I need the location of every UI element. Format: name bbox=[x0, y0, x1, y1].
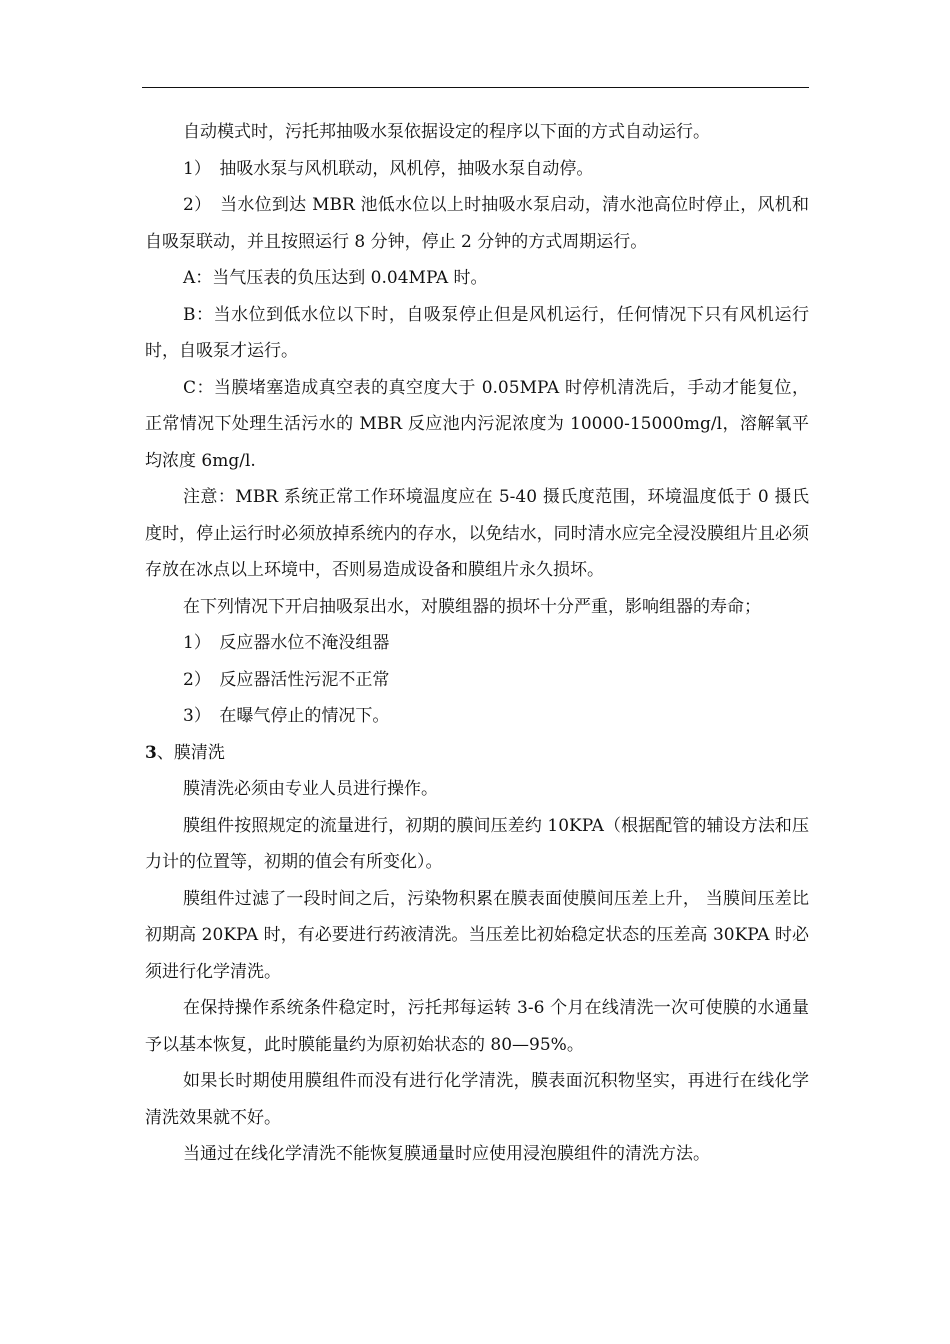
paragraph: A：当气压表的负压达到 0.04MPA 时。 bbox=[183, 268, 488, 288]
paragraph: B：当水位到低水位以下时，自吸泵停止但是风机运行，任何情况下只有风机运行时，自吸泵才运行。 bbox=[145, 304, 809, 361]
header-rule bbox=[142, 87, 809, 88]
paragraph: 在下列情况下开启抽吸泵出水，对膜组器的损坏十分严重，影响组器的寿命； bbox=[183, 596, 761, 617]
section-heading bbox=[145, 735, 809, 772]
paragraph: C：当膜堵塞造成真空表的真空度大于 0.05MPA 时停机清洗后，手动才能复位，正常情况下处理生活污水的 MBR 反应池内污泥浓度为 10000-15000mg/l，溶解氧平均浓度 6mg/l. bbox=[145, 377, 809, 471]
section-title: 、膜清洗 bbox=[156, 742, 225, 763]
paragraph: 在保持操作系统条件稳定时，污托邦每运转 3-6 个月在线清洗一次可使膜的水通量予以基本恢复，此时膜能量约为原初始状态的 80—95%。 bbox=[145, 998, 809, 1055]
list-item: 2） 反应器活性污泥不正常 bbox=[183, 669, 390, 690]
paragraph: 自动模式时，污托邦抽吸水泵依据设定的程序以下面的方式自动运行。 bbox=[183, 122, 710, 142]
paragraph: 膜组件过滤了一段时间之后，污染物积累在膜表面使膜间压差上升， 当膜间压差比初期高 20KPA 时，有必要进行药液清洗。当压差比初始稳定状态的压差高 30KPA 时必须进行化学清洗。 bbox=[145, 888, 809, 982]
section-number: 3 bbox=[145, 742, 157, 763]
paragraph: 当通过在线化学清洗不能恢复膜通量时应使用浸泡膜组件的清洗方法。 bbox=[183, 1144, 710, 1164]
list-item: 3） 在曝气停止的情况下。 bbox=[183, 706, 390, 726]
note-paragraph: 注意：MBR 系统正常工作环境温度应在 5-40 摄氏度范围，环境温度低于 0 摄氏度时，停止运行时必须放掉系统内的存水，以免结水，同时清水应完全浸没膜组片且必须存放在冰点以上环境中，否则易造成设备和膜组片永久损坏。 bbox=[145, 487, 809, 580]
list-item: 2） 当水位到达 MBR 池低水位以上时抽吸水泵启动，清水池高位时停止，风机和自吸泵联动，并且按照运行 8 分钟，停止 2 分钟的方式周期运行。 bbox=[145, 195, 809, 252]
paragraph: 膜清洗必须由专业人员进行操作。 bbox=[183, 779, 438, 799]
list-item: 1） 反应器水位不淹没组器 bbox=[183, 633, 390, 653]
paragraph: 如果长时期使用膜组件而没有进行化学清洗，膜表面沉积物坚实，再进行在线化学清洗效果就不好。 bbox=[145, 1071, 809, 1128]
list-item: 1） 抽吸水泵与风机联动，风机停，抽吸水泵自动停。 bbox=[183, 158, 594, 179]
paragraph: 膜组件按照规定的流量进行，初期的膜间压差约 10KPA（根据配管的辅设方法和压力计的位置等，初期的值会有所变化）。 bbox=[145, 815, 809, 872]
document-body bbox=[145, 114, 809, 1173]
